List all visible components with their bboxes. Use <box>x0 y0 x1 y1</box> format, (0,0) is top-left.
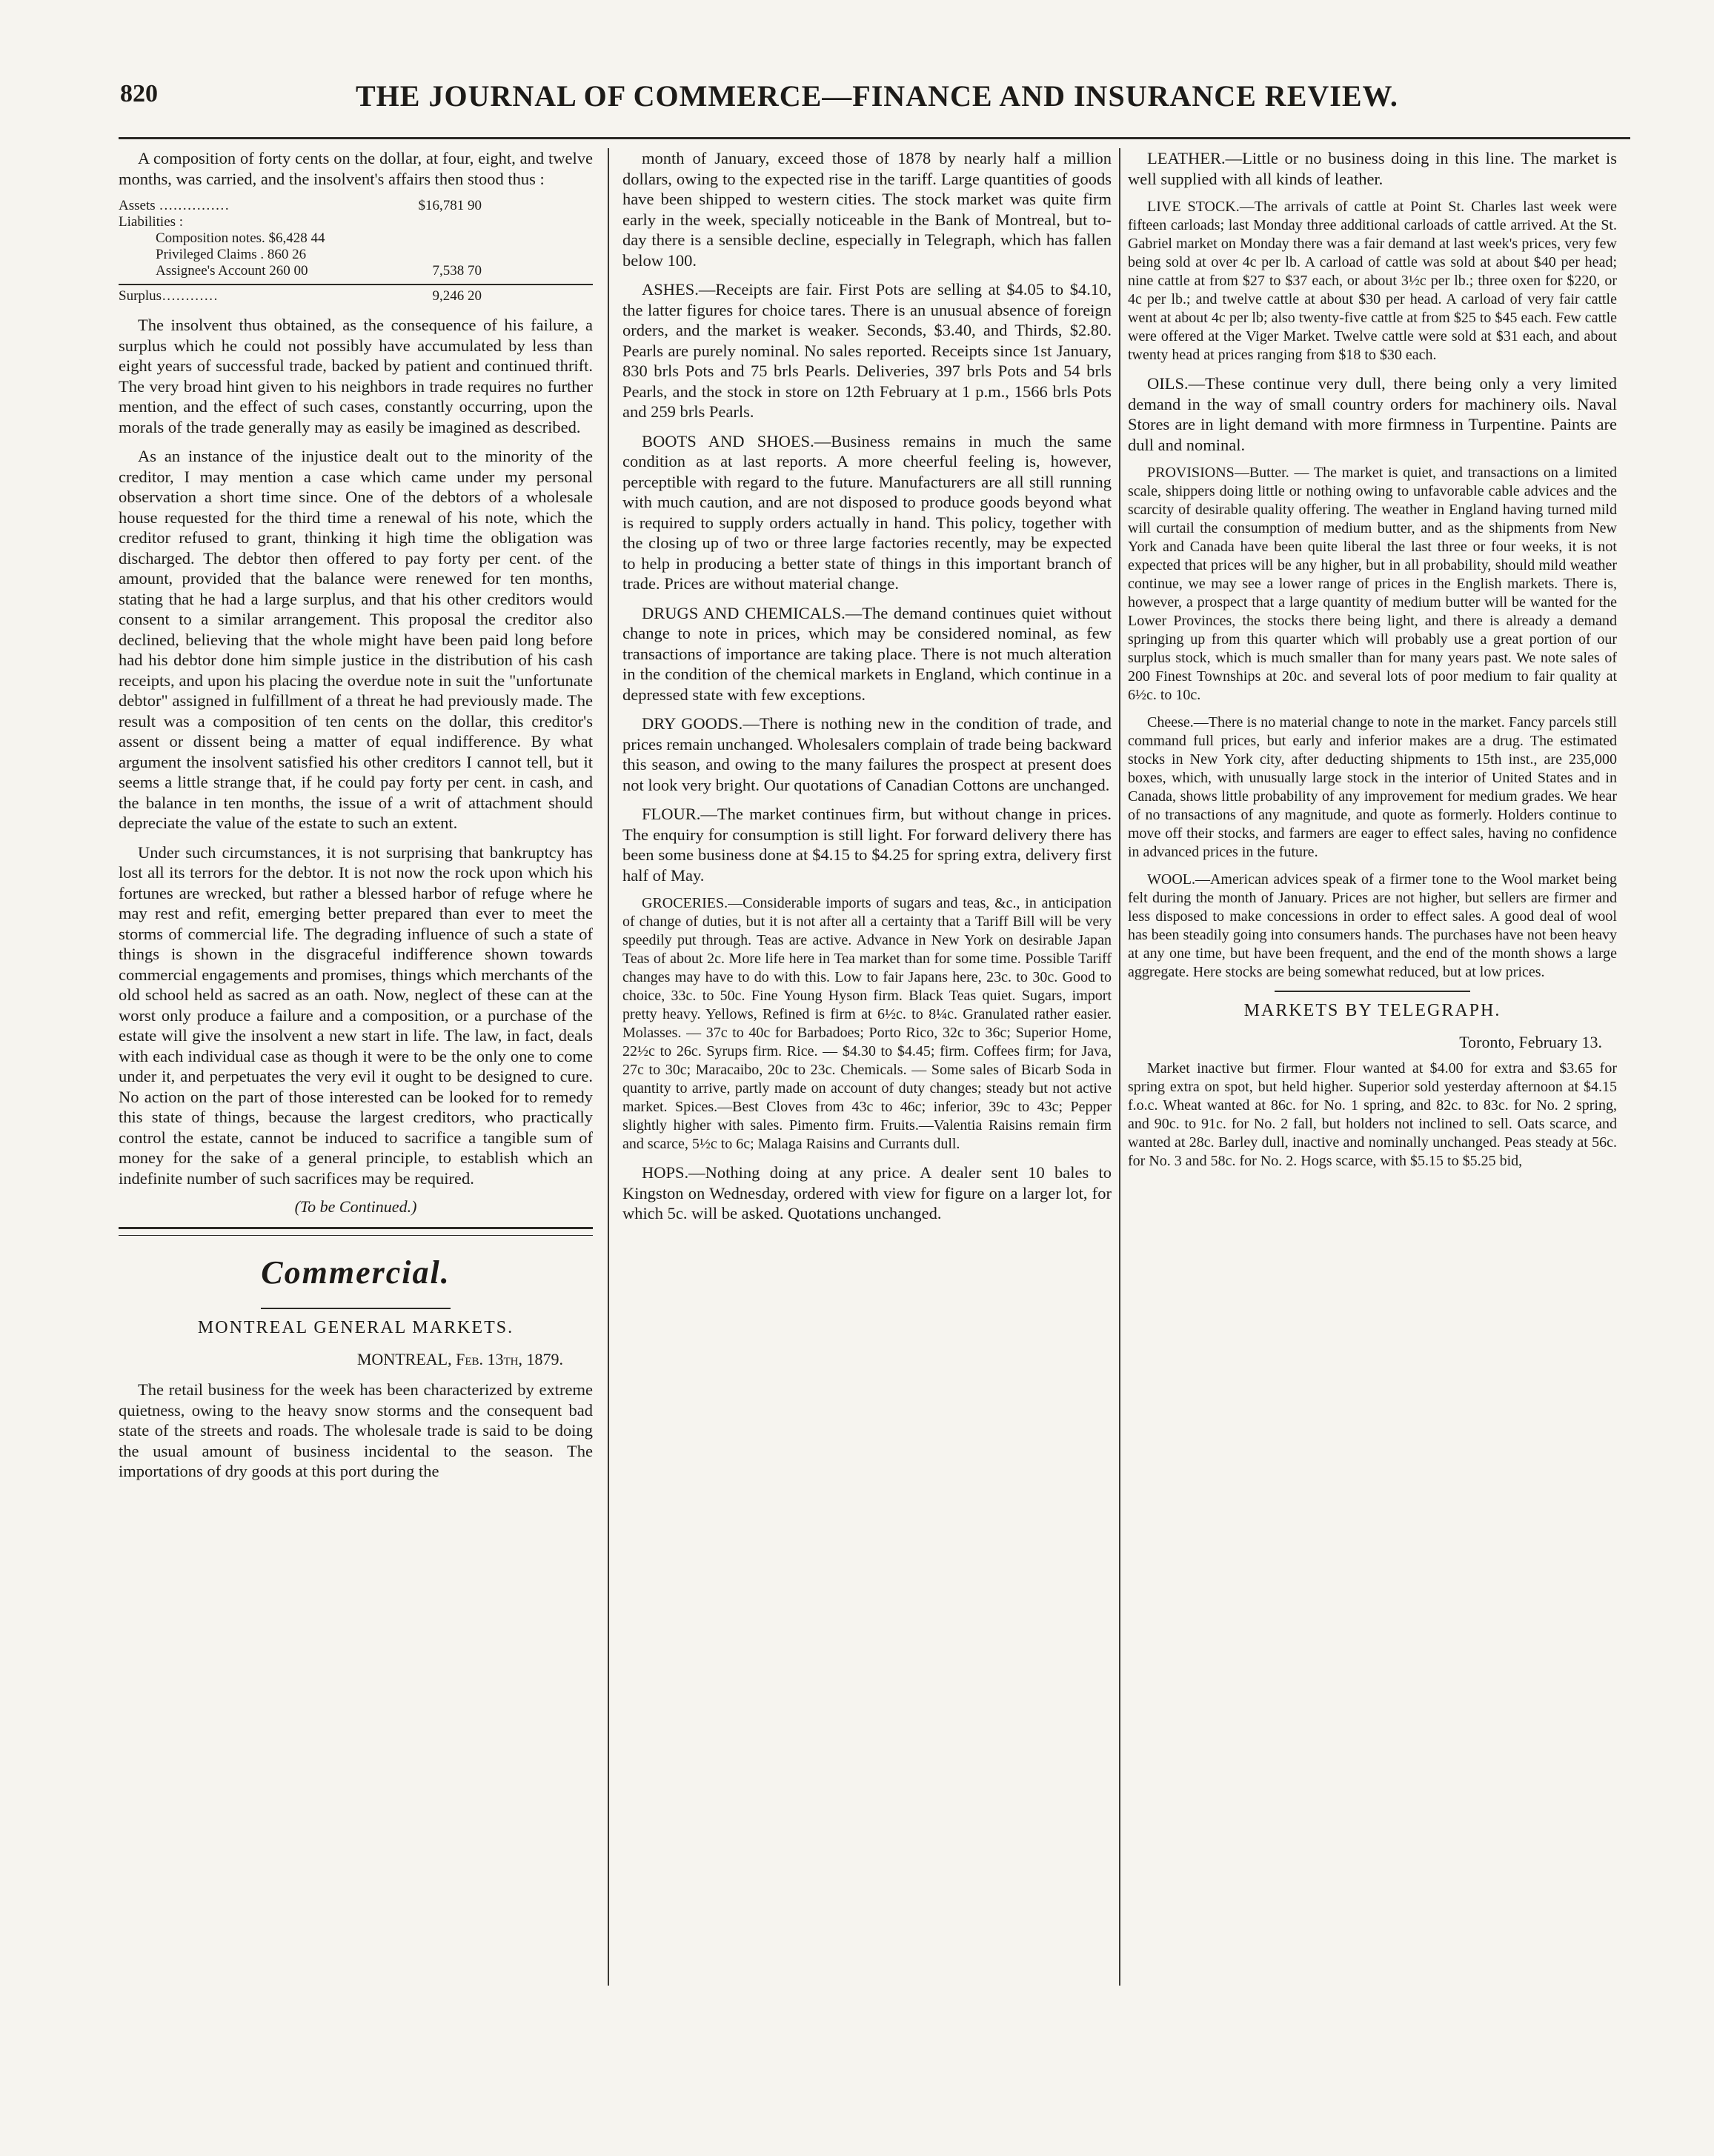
oils-text: —These continue very dull, there being only a very limited demand in the way of small country orders for machinery oils. Naval Stores are in light demand with more firmness in Turpentine. Paints are dull and nominal. <box>1128 374 1617 454</box>
oils-heading: OILS. <box>1147 374 1189 393</box>
leather-report <box>1128 148 1617 189</box>
flour-text: —The market continues firm, but without change in prices. The enquiry for consumption is still light. For forward delivery there has been some business done at $4.15 to $4.25 for spring extra, delivery first half of May. <box>622 805 1112 885</box>
journal-title: THE JOURNAL OF COMMERCE—FINANCE AND INSURANCE REVIEW. <box>356 79 1398 113</box>
short-rule <box>261 1308 451 1309</box>
dry-goods-report <box>622 713 1112 795</box>
to-be-continued: (To be Continued.) <box>294 1197 417 1216</box>
montreal-markets-heading: MONTREAL GENERAL MARKETS. <box>197 1318 514 1337</box>
paragraph-surplus: The insolvent thus obtained, as the consequence of his failure, a surplus which he could not possibly have accumulated by less than eight years of successful trade, backed by patient and continued thrift. The very broad hint given to his neighbors in trade requires no further mention, and the effect of such cases, constantly occurring, upon the morals of the trade generally may as easily be imagined as described. <box>119 316 593 436</box>
wool-report <box>1128 871 1617 982</box>
hops-heading: HOPS. <box>642 1163 689 1182</box>
paragraph-imports: month of January, exceed those of 1878 by nearly half a million dollars, owing to the expected rise in the tariff. Large quantities of goods have been shipped to western cities. The stock market was quite firm early in the week, specially noticeable in the Bank of Montreal, but to-day there is a sensible decline, especially in Telegraph, which has fallen below 100. <box>622 149 1112 270</box>
flour-report <box>622 804 1112 885</box>
drugs-report <box>622 603 1112 705</box>
liabilities-label: Liabilities : <box>119 214 184 230</box>
wool-text: —American advices speak of a firmer tone to the Wool market being felt during the month of January. Prices are not higher, but sellers are firmer and less disposed to make concessions in order to effect sales. A good deal of wool has been steadily going into consumers hands. The purchases have not been heavy at any one time, but have been frequent, and the end of the month shows a large aggregate. Here stocks are being somewhat reduced, but at low prices. <box>1128 871 1617 980</box>
telegraph-rule <box>1275 991 1470 992</box>
leather-text: —Little or no business doing in this line. The market is well supplied with all kinds of leather. <box>1128 149 1617 188</box>
dry-goods-text: —There is nothing new in the condition of trade, and prices remain unchanged. Wholesalers complain of trade being backward this season, and owing to the many failures the prospect at present does not look very bright. Our quotations of Canadian Cottons are unchanged. <box>622 714 1112 794</box>
page-header <box>111 74 1638 119</box>
dry-goods-heading: DRY GOODS. <box>642 714 743 733</box>
groceries-report <box>622 894 1112 1154</box>
section-rule <box>119 1227 593 1229</box>
privileged-claims: Privileged Claims . 860 26 <box>156 247 307 262</box>
drugs-heading: DRUGS AND CHEMICALS. <box>642 603 846 622</box>
ashes-report <box>622 279 1112 422</box>
header-rule <box>119 137 1630 139</box>
commercial-heading: Commercial. <box>261 1254 451 1291</box>
paragraph-retail: The retail business for the week has been characterized by extreme quietness, owing to the heavy snow storms and the consequent bad state of the streets and roads. The wholesale trade is said to be doing the usual amount of business incidental to the season. The importations of dry goods at this port during the <box>119 1380 593 1480</box>
telegraph-text: Market inactive but firmer. Flour wanted at $4.00 for extra and $3.65 for spring extra on spot, but held higher. Superior sold yesterday afternoon at $4.15 f.o.c. Wheat wanted at 86c. for No. 1 spring, and 82c. to 83c. for No. 2 spring, and 90c. to 91c. for No. 2 fall, but holders not inclined to sell. Oats scarce, and wanted at 28c. Barley dull, inactive and nominally unchanged. Peas steady at 56c. for No. 3 and 58c. for No. 2. Hogs scarce, with $5.15 to $5.25 bid, <box>1128 1060 1617 1169</box>
live-stock-heading: LIVE STOCK. <box>1147 199 1240 215</box>
composition-notes: Composition notes. $6,428 44 <box>156 230 325 246</box>
provisions-text: —Butter. — The market is quiet, and transactions on a limited scale, shippers doing little or nothing owing to unfavorable cable advices and the scarcity of desirable quality offering. The weather in England having turned mild will curtail the consumption of medium butter, and as the shipments from New York and Canada have been quite liberal the last three or four weeks, it is not expected that prices will be any higher, but in all probability, should mild weather continue, we may see a lower range of prices in the English markets. There is, however, a prospect that a large quantity of medium butter will be wanted for the Lower Provinces, the stocks there being light, and there is already a demand springing up from this quarter which will probably use a great portion of our surplus stock, which is much smaller than for many years past. We note sales of 200 Finest Townships at 20c. and several lots of poor medium to fair quality at 6½c. to 10c. <box>1128 465 1617 703</box>
boots-report <box>622 431 1112 594</box>
live-stock-report <box>1128 198 1617 365</box>
hops-text: —Nothing doing at any price. A dealer sent 10 bales to Kingston on Wednesday, ordered with view for figure on a larger lot, for which 5c. will be asked. Quotations unchanged. <box>622 1163 1112 1222</box>
boots-heading: BOOTS AND SHOES. <box>642 431 814 450</box>
section-rule-thin <box>119 1235 593 1236</box>
provisions-heading: PROVISIONS <box>1147 465 1235 481</box>
assignee-account: Assignee's Account 260 00 <box>156 263 308 279</box>
toronto-dateline: Toronto, February 13. <box>1459 1033 1602 1051</box>
paragraph-injustice: As an instance of the injustice dealt out to the minority of the creditor, I may mention a case which came under my personal observation a short time since. One of the debtors of a wholesale house requested for the third time a renewal of his note, which the creditor refused to grant, thinking it high time the obligation was discharged. The debtor then offered to pay forty per cent. of the amount, provided that the balance were renewed for ten months, stating that he had a large surplus, and that his other creditors would consent to a similar arrangement. This proposal the creditor also declined, believing that the whole might have been paid long before had his debtor done him simple justice in the distribution of his cash receipts, and upon his placing the overdue note in suit the "unfortunate debtor" assigned in fulfillment of a threat he had previously made. The result was a composition of ten cents on the dollar, this creditor's assent or dissent being a matter of equal indifference. By what argument the insolvent satisfied his other creditors I cannot tell, but it seems a little strange that, if he could pay forty per cent. in cash, and the balance in ten months, the issue of a writ of attachment should depreciate the value of the estate to such an extent. <box>119 447 593 832</box>
column-divider-1 <box>608 148 609 1986</box>
live-stock-text: —The arrivals of cattle at Point St. Charles last week were fifteen carloads; last Monday three additional carloads of cattle arrived. At the St. Gabriel market on Monday there was a fair demand at last week's prices, very few being sold at over 4c per lb. A carload of cattle was sold at about $40 per head; nine cattle at from $27 to $37 each, or about 3½c per lb.; three oxen for $220, or 4c per lb.; and twelve cattle at about $30 per head. A carload of very fair cattle went at about 4c per lb; also twenty-five cattle at from $25 to $45 each. Few cattle were offered at the Viger Market. Twelve cattle were sold at $31 each, and about twenty head at prices ranging from $18 to $30 each. <box>1128 199 1617 363</box>
intro-paragraph: A composition of forty cents on the dollar, at four, eight, and twelve months, was carried, and the insolvent's affairs then stood thus : <box>119 149 593 188</box>
drugs-text: —The demand continues quiet without change to note in prices, which may be considered nominal, as few transactions of importance are taking place. There is not much alteration in the condition of the chemical markets in England, which continue in a depressed state with few exceptions. <box>622 603 1112 704</box>
surplus-label: Surplus………… <box>119 288 219 304</box>
paragraph-bankruptcy: Under such circumstances, it is not surprising that bankruptcy has lost all its terrors for the debtor. It is not now the rock upon which his fortunes are wrecked, but rather a blessed harbor of refuge where he may rest and refit, emerging better prepared than ever to meet the storms of commercial life. The degrading influence of such a state of things is shown in the disgraceful indifference shown towards commercial engagements and promises, things which merchants of the old school held as sacred as an oath. Now, neglect of these can at the worst only produce a failure and a composition, or a purchase of the estate will give the insolvent a new start in life. The law, in fact, deals with each individual case as though it were to be the only one to come under it, and perpetuates the very evil it ought to be designed to cure. No action on the part of those interested can be looked for to remedy this state of things, because the largest creditors, who practically control the estate, cannot be induced to sacrifice a tangible sum of money for the sake of a general principle, to establish which an indefinite number of such sacrifices may be required. <box>119 842 593 1188</box>
oils-report <box>1128 373 1617 455</box>
wool-heading: WOOL. <box>1147 871 1195 888</box>
leather-heading: LEATHER. <box>1147 149 1226 167</box>
dateline: MONTREAL, Feb. 13th, 1879. <box>356 1350 563 1368</box>
column-3 <box>1128 148 1617 2015</box>
ashes-text: —Receipts are fair. First Pots are selling at $4.05 to $4.10, the latter figures for choice tares. There is an unusual absence of foreign orders, and the market is weaker. Seconds, $3.40, and Thirds, $2.80. Pearls are purely nominal. No sales reported. Receipts since 1st January, 830 brls Pots and 75 brls Pearls. Deliveries, 397 brls Pots and 54 brls Pearls, and the stock in store on 12th February at 1 p.m., 1566 brls Pots and 259 brls Pearls. <box>622 280 1112 421</box>
assets-value: $16,781 90 <box>418 198 482 213</box>
flour-heading: FLOUR. <box>642 805 701 823</box>
column-divider-2 <box>1119 148 1120 1986</box>
ashes-heading: ASHES. <box>642 280 699 299</box>
hops-report <box>622 1162 1112 1224</box>
surplus-value: 9,246 20 <box>432 288 482 304</box>
assets-label: Assets …………… <box>119 198 230 213</box>
boots-text: —Business remains in much the same condition as at last reports. A more cheerful feeling is, however, perceptible with regard to the future. Manufacturers are all still running with much caution, and are not disposed to produce goods beyond what is required to supply orders actually in hand. This policy, together with the closing up of two or three large factories recently, may be expected to help in producing a better state of things in this important branch of trade. Prices are without material change. <box>622 431 1112 593</box>
telegraph-heading: MARKETS BY TELEGRAPH. <box>1243 1001 1501 1020</box>
cheese-report: Cheese.—There is no material change to note in the market. Fancy parcels still command full prices, but early and inferior makes are a drug. The estimated stocks in New York city, after deducting shipments to 15th inst., are 235,000 boxes, which, with unusually large stock in the interior of United States and in Canada, shows little probability of any improvement for medium grades. We hear of no transactions of any magnitude, and quote as formerly. Holders continue to move off their stocks, and farmers are eager to effect sales, having no confidence in advanced prices in the future. <box>1128 714 1617 860</box>
liabilities-total: 7,538 70 <box>432 263 482 279</box>
groceries-heading: GROCERIES. <box>642 895 728 911</box>
column-2 <box>622 148 1112 2015</box>
column-1 <box>119 148 593 2015</box>
insolvency-ledger <box>119 198 593 305</box>
page-number: 820 <box>120 80 158 107</box>
provisions-report <box>1128 464 1617 705</box>
groceries-text: —Considerable imports of sugars and teas, &c., in anticipation of change of duties, but it is not after all a certainty that a Tariff Bill will be very speedily put through. Teas are active. Advance in New York on desirable Japan Teas of about 2c. More life here in Tea market than for some time. Possible Tariff changes may have to do with this. Low to fair Japans here, 23c. to 30c. Good to choice, 33c. to 50c. Fine Young Hyson firm. Black Teas quiet. Sugars, import pretty heavy. Yellows, Refined is firm at 6½c. to 8¼c. Granulated rather easier. Molasses. — 37c to 40c for Barbadoes; Porto Rico, 32c to 36c; Superior Home, 22½c to 26c. Syrups firm. Rice. — $4.30 to $4.45; firm. Coffees firm; for Java, 27c to 30c; Maracaibo, 20c to 23c. Chemicals. — Some sales of Bicarb Soda in quantity to arrive, partly made on account of duty changes; steady but not active market. Spices.—Best Cloves from 43c to 46c; inferior, 39c to 43c; Pepper slightly higher with sales. Pimento firm. Fruits.—Valentia Raisins remain firm and scarce, 5½c to 6c; Malaga Raisins and Currants dull. <box>622 895 1112 1152</box>
